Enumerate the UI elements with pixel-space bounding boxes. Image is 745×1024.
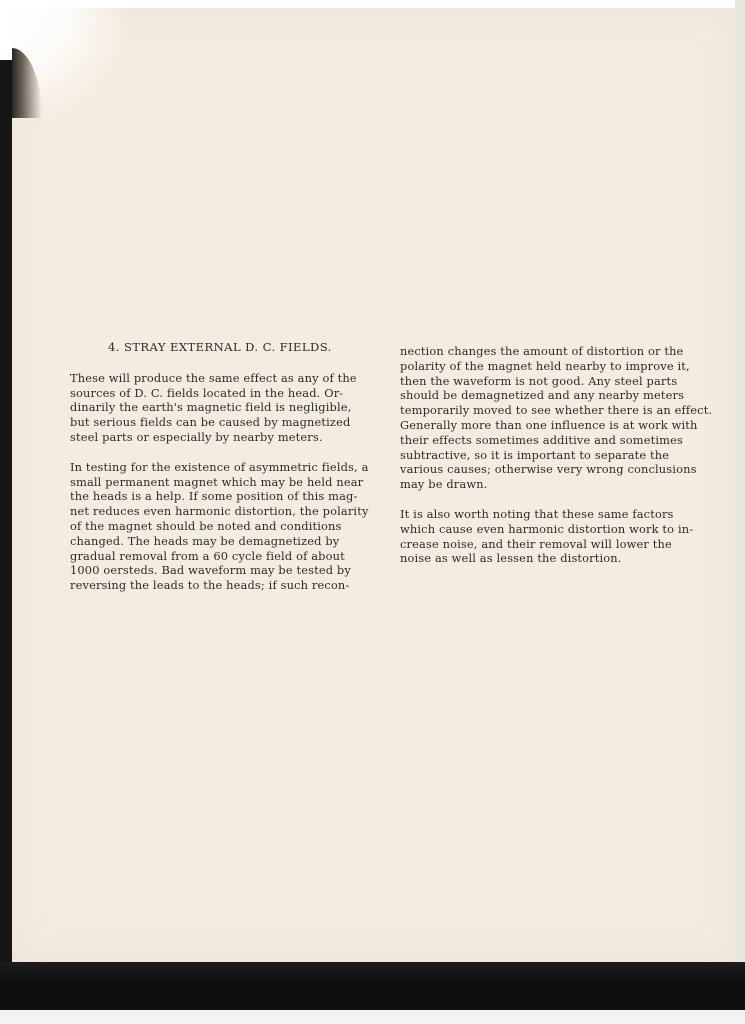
- text-line: subtractive, so it is important to separate the: [400, 447, 670, 462]
- text-line: small permanent magnet which may be held near: [70, 474, 364, 489]
- text-line: which cause even harmonic distortion work to in-: [400, 521, 694, 536]
- text-line: their effects sometimes additive and sometimes: [400, 432, 684, 447]
- text-line: In testing for the existence of asymmetric fields, a: [70, 459, 369, 474]
- text-line: sources of D. C. fields located in the head. Or-: [70, 385, 344, 400]
- text-line: may be drawn.: [400, 477, 488, 492]
- text-line: polarity of the magnet held nearby to improve it,: [400, 358, 690, 373]
- text-line: reversing the leads to the heads; if such recon-: [70, 578, 350, 593]
- text-line: changed. The heads may be demagnetized by: [70, 533, 340, 548]
- text-line: net reduces even harmonic distortion, the polarity: [70, 504, 369, 519]
- text-line: then the waveform is not good. Any steel parts: [400, 373, 678, 388]
- text-line: Generally more than one influence is at work with: [400, 417, 698, 432]
- paragraph-noise-note: [400, 507, 710, 566]
- text-line: 1000 oersteds. Bad waveform may be tested by: [70, 563, 351, 578]
- scanner-bed-right: [735, 0, 745, 1024]
- text-line: crease noise, and their removal will lower the: [400, 536, 672, 551]
- scanner-bed-left: [0, 60, 12, 1024]
- text-line: nection changes the amount of distortion or the: [400, 344, 684, 358]
- text-line: of the magnet should be noted and conditions: [70, 518, 342, 533]
- paragraph-testing-asymmetric-fields: [70, 460, 380, 593]
- text-line: It is also worth noting that these same factors: [400, 506, 674, 521]
- paragraph-continuation: [400, 344, 713, 492]
- text-line: noise as well as lessen the distortion.: [400, 551, 622, 566]
- text-line: dinarily the earth's magnetic field is negligible,: [70, 400, 352, 415]
- text-line: but serious fields can be caused by magnetized: [70, 415, 351, 430]
- left-column: [70, 340, 380, 608]
- text-line: the heads is a help. If some position of this mag-: [70, 489, 358, 504]
- text-line: various causes; otherwise very wrong conclusions: [400, 462, 697, 477]
- section-heading: 4. STRAY EXTERNAL D. C. FIELDS.: [108, 340, 332, 354]
- paragraph-stray-fields: [70, 371, 380, 445]
- text-line: These will produce the same effect as any of the: [70, 370, 357, 385]
- scanner-bed-bottom-strip: [0, 1010, 745, 1024]
- text-line: steel parts or especially by nearby meters.: [70, 429, 323, 444]
- text-line: temporarily moved to see whether there is an effect.: [400, 403, 713, 418]
- text-line: gradual removal from a 60 cycle field of about: [70, 548, 345, 563]
- text-line: should be demagnetized and any nearby meters: [400, 388, 685, 403]
- right-column: [400, 344, 713, 581]
